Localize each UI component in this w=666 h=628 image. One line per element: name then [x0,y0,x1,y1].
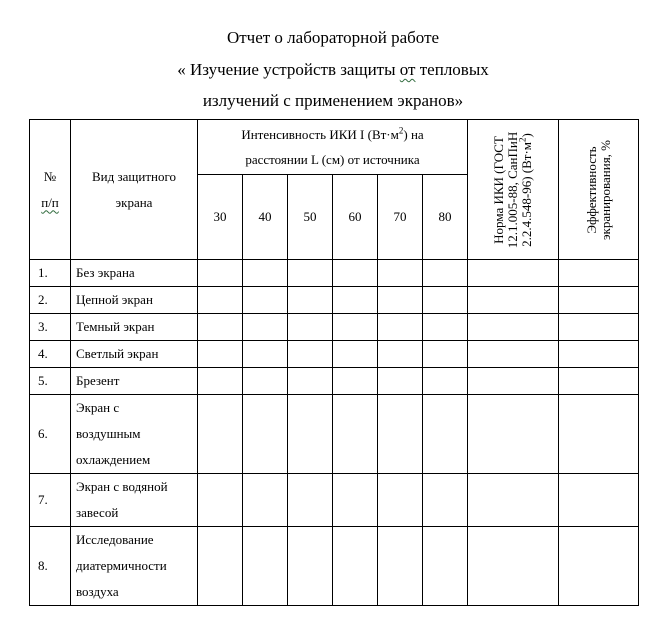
title-line-2-part-c: тепловых [415,60,489,79]
intensity-value-cell[interactable] [378,341,423,368]
row-number: 7. [30,474,71,527]
intensity-value-cell[interactable] [333,368,378,395]
intensity-value-cell[interactable] [198,368,243,395]
intensity-value-cell[interactable] [288,474,333,527]
intensity-value-cell[interactable] [198,527,243,606]
row-screen-type [71,527,198,606]
intensity-value-cell[interactable] [288,395,333,474]
row-screen-type [71,260,198,287]
intensity-value-cell[interactable] [423,341,468,368]
header-type-line-2: экрана [115,194,153,210]
intensity-value-cell[interactable] [333,341,378,368]
norm-value-cell[interactable] [468,287,559,314]
screen-type-line: диатермичности [76,558,167,573]
intensity-value-cell[interactable] [378,314,423,341]
screen-type-line: Светлый экран [76,346,159,361]
norm-text-b: ) [519,132,534,137]
screen-type-line: Темный экран [76,319,155,334]
intensity-value-cell[interactable] [378,527,423,606]
intensity-value-cell[interactable] [378,368,423,395]
header-type-line-1: Вид защитного [91,168,176,184]
intensity-value-cell[interactable] [423,474,468,527]
row-screen-type [71,474,198,527]
efficiency-value-cell[interactable] [559,527,639,606]
table-row [30,527,639,606]
header-num-line-1: № [43,168,57,184]
intensity-value-cell[interactable] [243,341,288,368]
efficiency-value-cell[interactable] [559,314,639,341]
efficiency-value-cell[interactable] [559,474,639,527]
header-norm-cell [468,120,559,260]
distance-70: 70 [378,175,423,260]
screen-type-line: Цепной экран [76,292,153,307]
distance-50: 50 [288,175,333,260]
intensity-value-cell[interactable] [243,260,288,287]
intensity-value-cell[interactable] [423,395,468,474]
intensity-value-cell[interactable] [378,395,423,474]
header-type-cell [71,120,198,260]
efficiency-value-cell[interactable] [559,395,639,474]
intensity-value-cell[interactable] [288,341,333,368]
header-intensity-line-1 [202,122,463,147]
screen-type-line: Экран с [76,400,120,415]
intensity-value-cell[interactable] [333,314,378,341]
row-number: 1. [30,260,71,287]
intensity-value-cell[interactable] [423,368,468,395]
intensity-value-cell[interactable] [288,368,333,395]
efficiency-value-cell[interactable] [559,368,639,395]
intensity-value-cell[interactable] [243,314,288,341]
norm-value-cell[interactable] [468,341,559,368]
norm-value-cell[interactable] [468,395,559,474]
intensity-value-cell[interactable] [333,260,378,287]
report-title-line-1: Отчет о лабораторной работе [226,28,440,47]
table-row [30,368,639,395]
intensity-value-cell[interactable] [243,474,288,527]
distance-30: 30 [198,175,243,260]
intensity-value-cell[interactable] [333,395,378,474]
table-row [30,395,639,474]
norm-superscript: 2 [517,136,528,142]
header-efficiency-cell [559,120,639,260]
intensity-value-cell[interactable] [243,395,288,474]
report-table [29,119,639,606]
screen-type-line: воздушным [76,426,141,441]
row-screen-type [71,368,198,395]
intensity-value-cell[interactable] [243,527,288,606]
intensity-value-cell[interactable] [423,527,468,606]
header-intensity-line-2: расстоянии L (см) от источника [245,152,420,168]
intensity-value-cell[interactable] [378,260,423,287]
row-screen-type [71,287,198,314]
intensity-superscript: 2 [398,125,404,136]
title-line-2-part-a: « Изучение устройств защиты [177,60,400,79]
screen-type-line: завесой [76,505,119,520]
intensity-value-cell[interactable] [198,395,243,474]
intensity-value-cell[interactable] [198,287,243,314]
norm-value-cell[interactable] [468,260,559,287]
distance-40: 40 [243,175,288,260]
efficiency-value-cell[interactable] [559,287,639,314]
intensity-value-cell[interactable] [333,527,378,606]
intensity-value-cell[interactable] [333,287,378,314]
screen-type-line: Без экрана [76,265,135,280]
distance-80: 80 [423,175,468,260]
distance-60: 60 [333,175,378,260]
intensity-value-cell[interactable] [198,474,243,527]
intensity-value-cell[interactable] [198,314,243,341]
intensity-text-a: Интенсивность ИКИ I (Вт·м [241,127,399,143]
efficiency-value-cell[interactable] [559,341,639,368]
table-row [30,260,639,287]
intensity-value-cell[interactable] [288,287,333,314]
row-screen-type [71,314,198,341]
report-title-line-3: излучений с применением экранов» [202,91,464,110]
norm-value-cell[interactable] [468,527,559,606]
norm-value-cell[interactable] [468,368,559,395]
intensity-value-cell[interactable] [288,527,333,606]
row-number: 4. [30,341,71,368]
intensity-text-b: ) на [403,127,424,143]
table-row [30,314,639,341]
header-num-line-2: п/п [41,194,59,210]
row-screen-type [71,341,198,368]
efficiency-value-cell[interactable] [559,260,639,287]
intensity-value-cell[interactable] [288,314,333,341]
intensity-value-cell[interactable] [423,287,468,314]
row-screen-type [71,395,198,474]
row-number: 2. [30,287,71,314]
header-norm-text [492,124,534,255]
intensity-value-cell[interactable] [288,260,333,287]
table-row [30,341,639,368]
header-intensity-cell [198,120,468,175]
intensity-value-cell[interactable] [378,474,423,527]
intensity-value-cell[interactable] [423,260,468,287]
intensity-value-cell[interactable] [333,474,378,527]
title-line-2-spellcheck-word: от [399,60,416,79]
intensity-value-cell[interactable] [198,260,243,287]
norm-value-cell[interactable] [468,314,559,341]
screen-type-line: Исследование [76,532,154,547]
row-number: 6. [30,395,71,474]
screen-type-line: охлаждением [76,452,151,467]
screen-type-line: Экран с водяной [76,479,168,494]
row-number: 3. [30,314,71,341]
row-number: 8. [30,527,71,606]
table-row [30,474,639,527]
norm-value-cell[interactable] [468,474,559,527]
header-efficiency-text: Эффективность экранирования, % [583,139,613,240]
intensity-value-cell[interactable] [378,287,423,314]
norm-text-a: Норма ИКИ (ГОСТ 12.1.005-88, СанПиН 2.2.4.548-96) (Вт·м [491,131,534,248]
intensity-value-cell[interactable] [198,341,243,368]
table-row [30,287,639,314]
row-number: 5. [30,368,71,395]
intensity-value-cell[interactable] [243,368,288,395]
report-title-line-2 [0,60,666,80]
intensity-value-cell[interactable] [423,314,468,341]
header-num-cell [30,120,71,260]
screen-type-line: воздуха [76,584,119,599]
screen-type-line: Брезент [76,373,120,388]
intensity-value-cell[interactable] [243,287,288,314]
